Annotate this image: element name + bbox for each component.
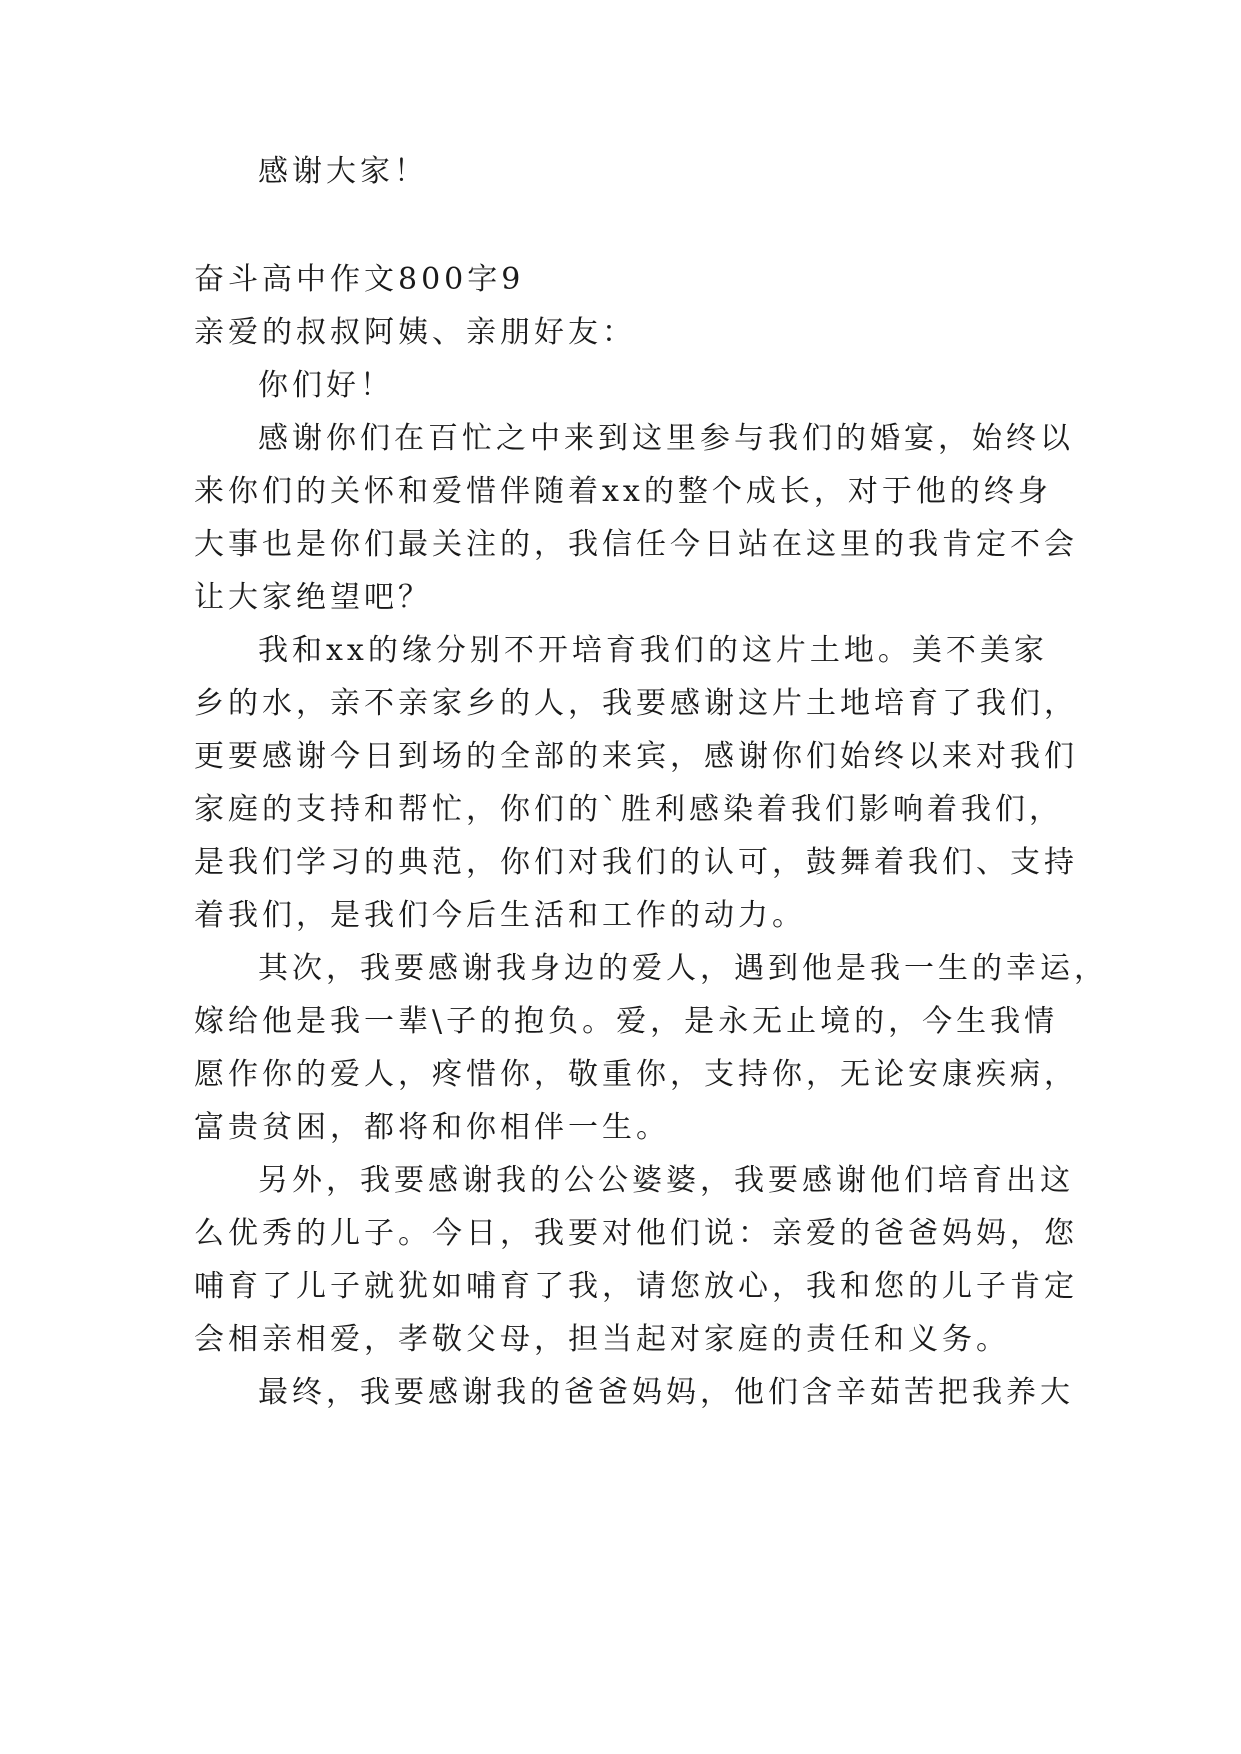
greeting: 你们好！ — [258, 368, 394, 403]
paragraph-2-line: 乡的水，亲不亲家乡的人，我要感谢这片土地培育了我们， — [194, 686, 1078, 721]
paragraph-4-line: 会相亲相爱，孝敬父母，担当起对家庭的责任和义务。 — [194, 1322, 1010, 1357]
paragraph-1-line: 让大家绝望吧？ — [194, 580, 432, 615]
paragraph-1-line: 感谢你们在百忙之中来到这里参与我们的婚宴，始终以 — [258, 421, 1074, 456]
paragraph-4-line: 么优秀的儿子。今日，我要对他们说：亲爱的爸爸妈妈，您 — [194, 1216, 1078, 1251]
salutation: 亲爱的叔叔阿姨、亲朋好友： — [194, 315, 636, 350]
paragraph-4-line: 另外，我要感谢我的公公婆婆，我要感谢他们培育出这 — [258, 1163, 1074, 1198]
paragraph-2-line: 我和xx的缘分别不开培育我们的这片土地。美不美家 — [258, 633, 1048, 668]
paragraph-4-line: 哺育了儿子就犹如哺育了我，请您放心，我和您的儿子肯定 — [194, 1269, 1078, 1304]
paragraph-3-line: 愿作你的爱人，疼惜你，敬重你，支持你，无论安康疾病， — [194, 1057, 1078, 1092]
paragraph-3-line: 富贵贫困，都将和你相伴一生。 — [194, 1110, 670, 1145]
paragraph-2-line: 是我们学习的典范，你们对我们的认可，鼓舞着我们、支持 — [194, 845, 1078, 880]
paragraph-5-line: 最终，我要感谢我的爸爸妈妈，他们含辛茹苦把我养大 — [258, 1375, 1074, 1410]
essay-title: 奋斗高中作文800字9 — [194, 262, 525, 297]
closing-line: 感谢大家！ — [258, 154, 428, 189]
paragraph-1-line: 大事也是你们最关注的，我信任今日站在这里的我肯定不会 — [194, 527, 1078, 562]
paragraph-3-line: 嫁给他是我一辈\子的抱负。爱，是永无止境的，今生我情 — [194, 1004, 1059, 1039]
paragraph-2-line: 着我们，是我们今后生活和工作的动力。 — [194, 898, 806, 933]
paragraph-3-line: 其次，我要感谢我身边的爱人，遇到他是我一生的幸运， — [258, 951, 1108, 986]
paragraph-2-line: 家庭的支持和帮忙，你们的`胜利感染着我们影响着我们， — [194, 792, 1063, 827]
paragraph-1-line: 来你们的关怀和爱惜伴随着xx的整个成长，对于他的终身 — [194, 474, 1052, 509]
paragraph-2-line: 更要感谢今日到场的全部的来宾，感谢你们始终以来对我们 — [194, 739, 1078, 774]
